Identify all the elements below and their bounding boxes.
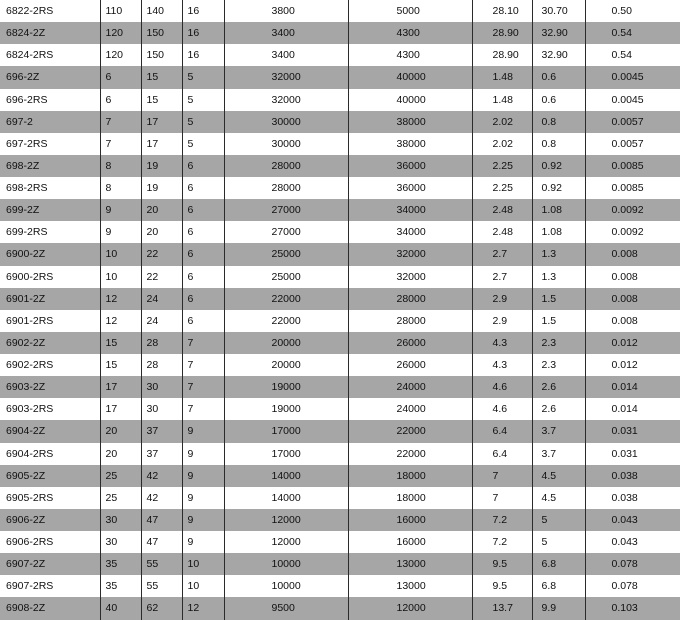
load-a-cell: 2.02 <box>472 111 532 133</box>
speed-a-cell: 3400 <box>224 44 348 66</box>
width-cell: 7 <box>182 398 224 420</box>
width-cell: 5 <box>182 66 224 88</box>
model-cell: 696-2RS <box>6 93 48 106</box>
width-cell: 7 <box>182 354 224 376</box>
load-a-cell: 6.4 <box>472 443 532 465</box>
outer-diameter-cell: 24 <box>141 310 182 332</box>
weight-cell: 0.0092 <box>585 221 680 243</box>
bore-cell: 110 <box>100 0 141 22</box>
model-cell: 699-2RS <box>6 226 48 239</box>
load-a-cell: 1.48 <box>472 89 532 111</box>
outer-diameter-cell: 150 <box>141 22 182 44</box>
outer-diameter-cell: 19 <box>141 155 182 177</box>
model-cell: 696-2Z <box>0 66 100 88</box>
width-cell: 6 <box>182 221 224 243</box>
model-cell: 698-2Z <box>0 155 100 177</box>
load-a-cell: 4.6 <box>472 398 532 420</box>
weight-cell: 0.50 <box>585 0 680 22</box>
model-cell: 6902-2Z <box>0 332 100 354</box>
speed-a-cell: 27000 <box>224 199 348 221</box>
outer-diameter-cell: 19 <box>141 177 182 199</box>
table-row <box>0 420 680 442</box>
model-cell: 6822-2RS <box>6 5 54 18</box>
load-a-cell: 28.90 <box>472 22 532 44</box>
width-cell: 10 <box>182 553 224 575</box>
speed-a-cell: 32000 <box>224 89 348 111</box>
speed-b-cell: 13000 <box>348 575 472 597</box>
model-cell: 6905-2Z <box>0 465 100 487</box>
outer-diameter-cell: 15 <box>141 66 182 88</box>
outer-diameter-cell: 22 <box>141 243 182 265</box>
speed-b-cell: 36000 <box>348 155 472 177</box>
load-b-cell: 5 <box>532 509 585 531</box>
table-row <box>0 376 680 398</box>
weight-cell: 0.008 <box>585 243 680 265</box>
width-cell: 16 <box>182 44 224 66</box>
model-cell: 699-2Z <box>0 199 100 221</box>
load-a-cell: 7 <box>472 487 532 509</box>
speed-b-cell: 26000 <box>348 354 472 376</box>
speed-b-cell: 4300 <box>348 22 472 44</box>
table-row <box>0 465 680 487</box>
weight-cell: 0.043 <box>585 531 680 553</box>
outer-diameter-cell: 24 <box>141 288 182 310</box>
model-cell: 6905-2RS <box>6 491 54 504</box>
model-cell: 6903-2RS <box>6 403 54 416</box>
outer-diameter-cell: 37 <box>141 443 182 465</box>
model-cell: 6902-2RS <box>6 359 54 372</box>
speed-b-cell: 22000 <box>348 443 472 465</box>
load-a-cell: 28.10 <box>472 0 532 22</box>
load-b-cell: 1.3 <box>532 266 585 288</box>
weight-cell: 0.0057 <box>585 133 680 155</box>
outer-diameter-cell: 17 <box>141 133 182 155</box>
load-b-cell: 3.7 <box>532 420 585 442</box>
weight-cell: 0.031 <box>585 443 680 465</box>
outer-diameter-cell: 150 <box>141 44 182 66</box>
speed-b-cell: 32000 <box>348 243 472 265</box>
load-a-cell: 9.5 <box>472 553 532 575</box>
load-b-cell: 1.5 <box>532 310 585 332</box>
load-a-cell: 2.7 <box>472 266 532 288</box>
bore-cell: 15 <box>100 354 141 376</box>
load-a-cell: 2.9 <box>472 310 532 332</box>
speed-a-cell: 20000 <box>224 332 348 354</box>
model-cell: 697-2 <box>0 111 100 133</box>
outer-diameter-cell: 30 <box>141 376 182 398</box>
weight-cell: 0.038 <box>585 487 680 509</box>
speed-b-cell: 12000 <box>348 597 472 619</box>
bore-cell: 12 <box>100 288 141 310</box>
speed-a-cell: 14000 <box>224 465 348 487</box>
table-row <box>0 531 680 553</box>
model-cell: 6901-2Z <box>0 288 100 310</box>
bore-cell: 8 <box>100 177 141 199</box>
load-a-cell: 2.25 <box>472 177 532 199</box>
table-row <box>0 199 680 221</box>
outer-diameter-cell: 28 <box>141 332 182 354</box>
load-a-cell: 28.90 <box>472 44 532 66</box>
speed-b-cell: 18000 <box>348 487 472 509</box>
speed-a-cell: 30000 <box>224 133 348 155</box>
weight-cell: 0.043 <box>585 509 680 531</box>
weight-cell: 0.008 <box>585 310 680 332</box>
width-cell: 9 <box>182 443 224 465</box>
width-cell: 6 <box>182 266 224 288</box>
weight-cell: 0.078 <box>585 575 680 597</box>
width-cell: 9 <box>182 465 224 487</box>
speed-b-cell: 22000 <box>348 420 472 442</box>
bore-cell: 9 <box>100 221 141 243</box>
load-a-cell: 2.25 <box>472 155 532 177</box>
model-cell: 6906-2RS <box>6 536 54 549</box>
bore-cell: 30 <box>100 531 141 553</box>
model-cell: 6824-2RS <box>6 49 54 62</box>
outer-diameter-cell: 22 <box>141 266 182 288</box>
outer-diameter-cell: 20 <box>141 199 182 221</box>
table-row <box>0 266 680 288</box>
outer-diameter-cell: 55 <box>141 553 182 575</box>
load-b-cell: 1.5 <box>532 288 585 310</box>
speed-a-cell: 17000 <box>224 443 348 465</box>
load-b-cell: 5 <box>532 531 585 553</box>
speed-a-cell: 30000 <box>224 111 348 133</box>
speed-a-cell: 20000 <box>224 354 348 376</box>
width-cell: 6 <box>182 177 224 199</box>
table-row <box>0 0 680 22</box>
speed-a-cell: 32000 <box>224 66 348 88</box>
width-cell: 9 <box>182 531 224 553</box>
load-b-cell: 6.8 <box>532 553 585 575</box>
weight-cell: 0.012 <box>585 354 680 376</box>
width-cell: 16 <box>182 22 224 44</box>
outer-diameter-cell: 30 <box>141 398 182 420</box>
load-b-cell: 0.92 <box>532 155 585 177</box>
table-row <box>0 553 680 575</box>
load-a-cell: 4.3 <box>472 332 532 354</box>
bore-cell: 17 <box>100 398 141 420</box>
load-a-cell: 1.48 <box>472 66 532 88</box>
bore-cell: 20 <box>100 420 141 442</box>
bore-cell: 35 <box>100 553 141 575</box>
table-row <box>0 354 680 376</box>
width-cell: 6 <box>182 155 224 177</box>
load-a-cell: 7 <box>472 465 532 487</box>
width-cell: 9 <box>182 420 224 442</box>
model-cell: 6824-2Z <box>0 22 100 44</box>
table-row <box>0 111 680 133</box>
weight-cell: 0.0045 <box>585 66 680 88</box>
speed-b-cell: 40000 <box>348 89 472 111</box>
speed-b-cell: 24000 <box>348 376 472 398</box>
outer-diameter-cell: 62 <box>141 597 182 619</box>
speed-a-cell: 12000 <box>224 531 348 553</box>
weight-cell: 0.038 <box>585 465 680 487</box>
load-b-cell: 6.8 <box>532 575 585 597</box>
outer-diameter-cell: 28 <box>141 354 182 376</box>
load-a-cell: 7.2 <box>472 509 532 531</box>
table-row <box>0 332 680 354</box>
weight-cell: 0.54 <box>585 22 680 44</box>
load-a-cell: 2.7 <box>472 243 532 265</box>
speed-b-cell: 5000 <box>348 0 472 22</box>
outer-diameter-cell: 55 <box>141 575 182 597</box>
weight-cell: 0.0092 <box>585 199 680 221</box>
speed-a-cell: 27000 <box>224 221 348 243</box>
weight-cell: 0.012 <box>585 332 680 354</box>
speed-a-cell: 10000 <box>224 553 348 575</box>
speed-a-cell: 10000 <box>224 575 348 597</box>
outer-diameter-cell: 42 <box>141 465 182 487</box>
speed-b-cell: 38000 <box>348 111 472 133</box>
width-cell: 16 <box>182 0 224 22</box>
speed-b-cell: 38000 <box>348 133 472 155</box>
speed-a-cell: 9500 <box>224 597 348 619</box>
load-b-cell: 1.08 <box>532 199 585 221</box>
load-a-cell: 2.02 <box>472 133 532 155</box>
speed-b-cell: 26000 <box>348 332 472 354</box>
speed-b-cell: 32000 <box>348 266 472 288</box>
load-b-cell: 32.90 <box>532 22 585 44</box>
bore-cell: 8 <box>100 155 141 177</box>
load-b-cell: 0.6 <box>532 89 585 111</box>
bore-cell: 15 <box>100 332 141 354</box>
load-b-cell: 1.08 <box>532 221 585 243</box>
bore-cell: 120 <box>100 22 141 44</box>
speed-a-cell: 22000 <box>224 288 348 310</box>
model-cell: 6906-2Z <box>0 509 100 531</box>
speed-a-cell: 14000 <box>224 487 348 509</box>
bore-cell: 9 <box>100 199 141 221</box>
table-row <box>0 133 680 155</box>
table-row <box>0 155 680 177</box>
weight-cell: 0.014 <box>585 398 680 420</box>
speed-a-cell: 3400 <box>224 22 348 44</box>
outer-diameter-cell: 15 <box>141 89 182 111</box>
table-row <box>0 597 680 619</box>
table-row <box>0 22 680 44</box>
table-row <box>0 288 680 310</box>
outer-diameter-cell: 17 <box>141 111 182 133</box>
weight-cell: 0.103 <box>585 597 680 619</box>
table-row <box>0 310 680 332</box>
bore-cell: 17 <box>100 376 141 398</box>
width-cell: 6 <box>182 288 224 310</box>
width-cell: 7 <box>182 376 224 398</box>
load-a-cell: 4.3 <box>472 354 532 376</box>
model-cell: 6900-2Z <box>0 243 100 265</box>
model-cell: 697-2RS <box>6 137 48 150</box>
model-cell: 6908-2Z <box>0 597 100 619</box>
table-row <box>0 398 680 420</box>
load-b-cell: 3.7 <box>532 443 585 465</box>
width-cell: 5 <box>182 111 224 133</box>
weight-cell: 0.0085 <box>585 155 680 177</box>
outer-diameter-cell: 20 <box>141 221 182 243</box>
model-cell: 6907-2RS <box>6 580 54 593</box>
load-b-cell: 2.3 <box>532 354 585 376</box>
bore-cell: 40 <box>100 597 141 619</box>
model-cell: 6907-2Z <box>0 553 100 575</box>
weight-cell: 0.008 <box>585 288 680 310</box>
table-row <box>0 221 680 243</box>
load-a-cell: 2.9 <box>472 288 532 310</box>
outer-diameter-cell: 37 <box>141 420 182 442</box>
table-row <box>0 487 680 509</box>
bore-cell: 10 <box>100 266 141 288</box>
width-cell: 6 <box>182 310 224 332</box>
bore-cell: 20 <box>100 443 141 465</box>
model-cell: 6901-2RS <box>6 314 54 327</box>
load-b-cell: 2.3 <box>532 332 585 354</box>
speed-a-cell: 25000 <box>224 266 348 288</box>
width-cell: 9 <box>182 509 224 531</box>
model-cell: 6903-2Z <box>0 376 100 398</box>
weight-cell: 0.54 <box>585 44 680 66</box>
model-cell: 6900-2RS <box>6 270 54 283</box>
load-b-cell: 0.8 <box>532 133 585 155</box>
load-a-cell: 4.6 <box>472 376 532 398</box>
table-row <box>0 66 680 88</box>
speed-b-cell: 34000 <box>348 221 472 243</box>
load-b-cell: 0.92 <box>532 177 585 199</box>
weight-cell: 0.014 <box>585 376 680 398</box>
outer-diameter-cell: 47 <box>141 531 182 553</box>
speed-a-cell: 3800 <box>224 0 348 22</box>
load-b-cell: 30.70 <box>532 0 585 22</box>
bore-cell: 6 <box>100 89 141 111</box>
load-b-cell: 32.90 <box>532 44 585 66</box>
bore-cell: 30 <box>100 509 141 531</box>
speed-b-cell: 24000 <box>348 398 472 420</box>
speed-b-cell: 40000 <box>348 66 472 88</box>
weight-cell: 0.078 <box>585 553 680 575</box>
weight-cell: 0.008 <box>585 266 680 288</box>
table-row <box>0 177 680 199</box>
speed-a-cell: 12000 <box>224 509 348 531</box>
bore-cell: 10 <box>100 243 141 265</box>
speed-b-cell: 28000 <box>348 310 472 332</box>
width-cell: 5 <box>182 89 224 111</box>
speed-b-cell: 16000 <box>348 531 472 553</box>
table-row <box>0 89 680 111</box>
table-row <box>0 243 680 265</box>
bore-cell: 35 <box>100 575 141 597</box>
load-b-cell: 4.5 <box>532 465 585 487</box>
bore-cell: 12 <box>100 310 141 332</box>
bore-cell: 6 <box>100 66 141 88</box>
bore-cell: 7 <box>100 133 141 155</box>
load-a-cell: 2.48 <box>472 221 532 243</box>
model-cell: 698-2RS <box>6 182 48 195</box>
speed-a-cell: 25000 <box>224 243 348 265</box>
load-a-cell: 13.7 <box>472 597 532 619</box>
weight-cell: 0.0045 <box>585 89 680 111</box>
weight-cell: 0.0057 <box>585 111 680 133</box>
table-row <box>0 509 680 531</box>
speed-a-cell: 19000 <box>224 376 348 398</box>
load-a-cell: 7.2 <box>472 531 532 553</box>
load-a-cell: 2.48 <box>472 199 532 221</box>
outer-diameter-cell: 42 <box>141 487 182 509</box>
speed-a-cell: 17000 <box>224 420 348 442</box>
speed-b-cell: 16000 <box>348 509 472 531</box>
bore-cell: 120 <box>100 44 141 66</box>
speed-a-cell: 22000 <box>224 310 348 332</box>
speed-a-cell: 19000 <box>224 398 348 420</box>
load-b-cell: 0.6 <box>532 66 585 88</box>
width-cell: 5 <box>182 133 224 155</box>
width-cell: 12 <box>182 597 224 619</box>
table-row <box>0 443 680 465</box>
load-b-cell: 2.6 <box>532 376 585 398</box>
speed-b-cell: 13000 <box>348 553 472 575</box>
load-b-cell: 4.5 <box>532 487 585 509</box>
speed-b-cell: 34000 <box>348 199 472 221</box>
bore-cell: 25 <box>100 487 141 509</box>
speed-a-cell: 28000 <box>224 155 348 177</box>
model-cell: 6904-2RS <box>6 447 54 460</box>
speed-b-cell: 18000 <box>348 465 472 487</box>
speed-b-cell: 36000 <box>348 177 472 199</box>
table-row <box>0 44 680 66</box>
outer-diameter-cell: 47 <box>141 509 182 531</box>
width-cell: 6 <box>182 243 224 265</box>
load-a-cell: 6.4 <box>472 420 532 442</box>
width-cell: 10 <box>182 575 224 597</box>
speed-b-cell: 28000 <box>348 288 472 310</box>
weight-cell: 0.0085 <box>585 177 680 199</box>
load-b-cell: 0.8 <box>532 111 585 133</box>
speed-a-cell: 28000 <box>224 177 348 199</box>
width-cell: 9 <box>182 487 224 509</box>
speed-b-cell: 4300 <box>348 44 472 66</box>
width-cell: 6 <box>182 199 224 221</box>
outer-diameter-cell: 140 <box>141 0 182 22</box>
bore-cell: 7 <box>100 111 141 133</box>
load-b-cell: 1.3 <box>532 243 585 265</box>
width-cell: 7 <box>182 332 224 354</box>
load-b-cell: 2.6 <box>532 398 585 420</box>
load-a-cell: 9.5 <box>472 575 532 597</box>
weight-cell: 0.031 <box>585 420 680 442</box>
load-b-cell: 9.9 <box>532 597 585 619</box>
bore-cell: 25 <box>100 465 141 487</box>
table-row <box>0 575 680 597</box>
model-cell: 6904-2Z <box>0 420 100 442</box>
